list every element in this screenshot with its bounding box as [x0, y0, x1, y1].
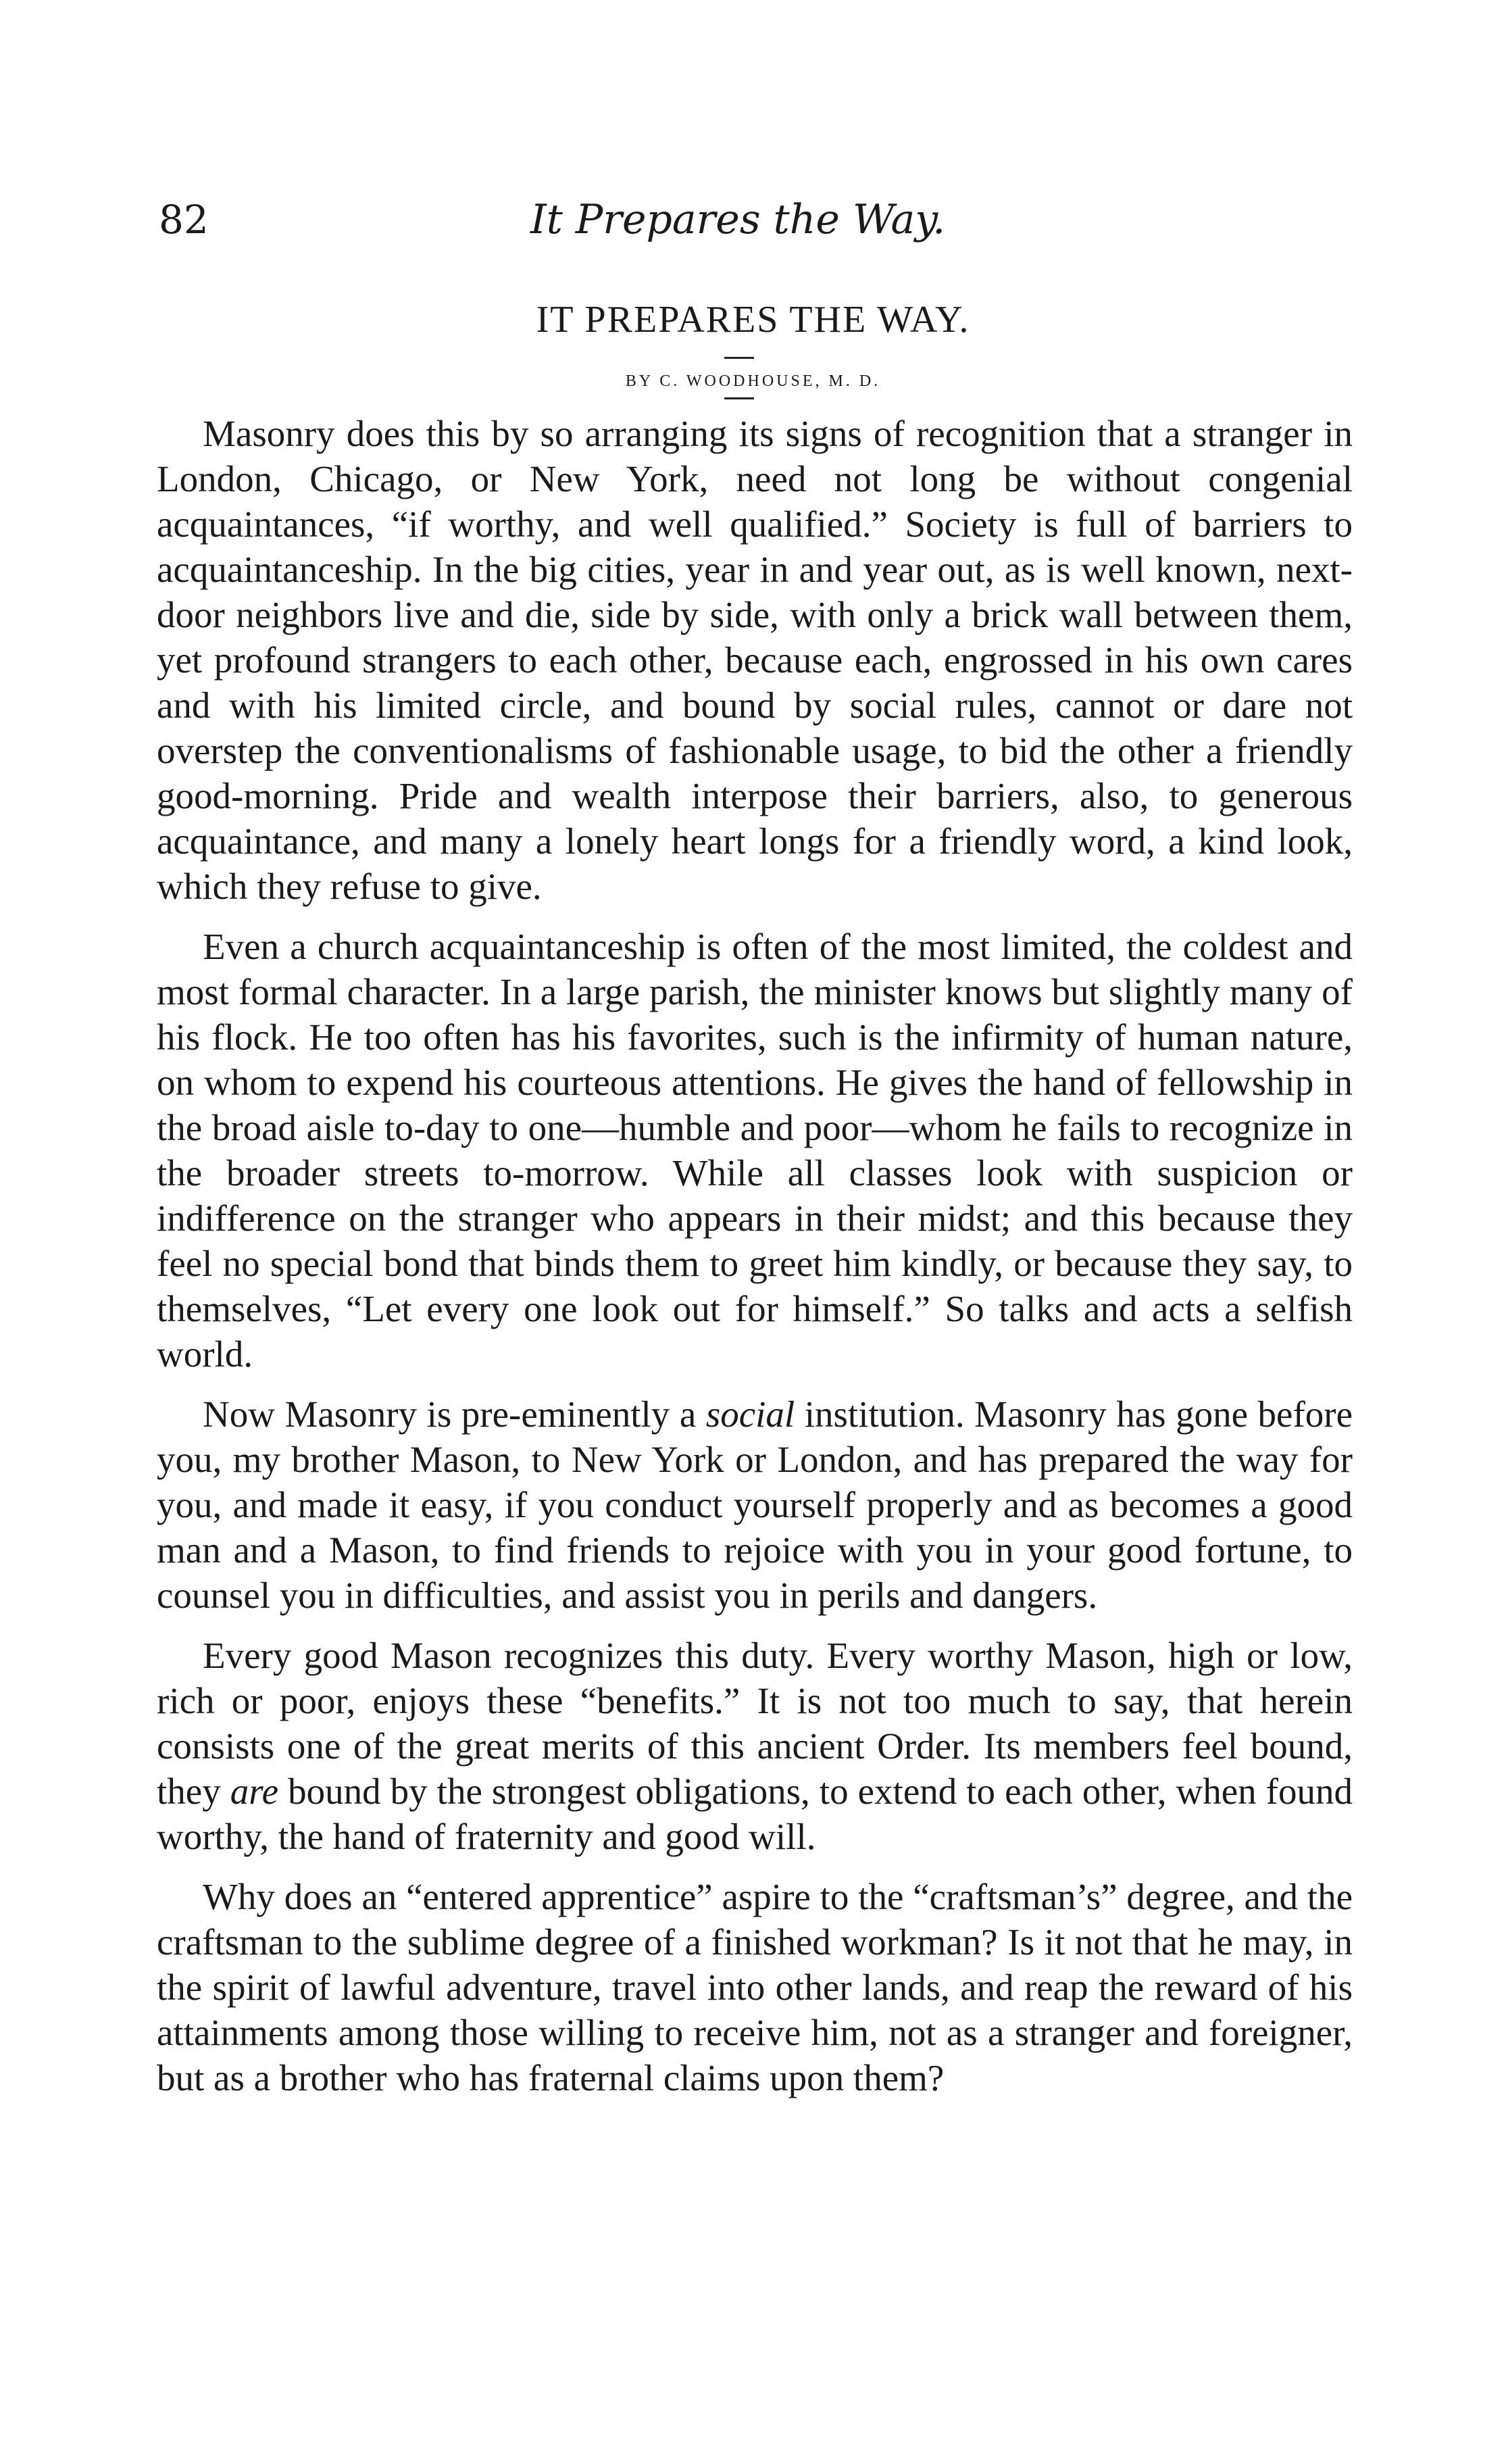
- paragraph-1: Masonry does this by so arranging its signs of recognition that a stranger in London, Chicago, or New York, need not long be without congenial acquaintances, “if worthy, and well qualified.” Society is full of barriers to acquaintanceship. In the big cities, year in and year out, as is well known, next-door neighbors live and die, side by side, with only a brick wall between them, yet profound strangers to each other, because each, engrossed in his own cares and with his limited circle, and bound by social rules, cannot or dare not overstep the conventionalisms of fashionable usage, to bid the other a friendly good-morning. Pride and wealth interpose their barriers, also, to generous acquaintance, and many a lonely heart longs for a friendly word, a kind look, which they refuse to give.: [157, 413, 1353, 907]
- byline-rule: [724, 397, 754, 399]
- paragraph-4-text-end: bound by the strongest obligations, to extend to each other, when found worthy, the hand of fraternity and good will.: [157, 1771, 1353, 1857]
- paragraph-3: [157, 1391, 1353, 1618]
- paragraph-2: Even a church acquaintanceship is often of the most limited, the coldest and most formal character. In a large parish, the minister knows but slightly many of his flock. He too often has his favorites, such is the infirmity of human nature, on whom to expend his courteous attentions. He gives the hand of fellowship in the broad aisle to-day to one—humble and poor—whom he fails to recognize in the broader streets to-morrow. While all classes look with suspicion or indifference on the stranger who appears in their midst; and this because they feel no special bond that binds them to greet him kindly, or because they say, to themselves, “Let every one look out for himself.” So talks and acts a selfish world.: [157, 926, 1353, 1375]
- article-title: IT PREPARES THE WAY.: [536, 299, 970, 341]
- page-number: 82: [159, 197, 209, 243]
- paragraph-4: [157, 1633, 1353, 1859]
- paragraph-5: Why does an “entered apprentice” aspire to the “craftsman’s” degree, and the craftsman to the sublime degree of a finished workman? Is it not that he may, in the spirit of lawful adventure, travel into other lands, and reap the reward of his attainments among those willing to receive him, not as a stranger and foreigner, but as a brother who has fraternal claims upon them?: [157, 1876, 1353, 2098]
- byline: BY C. WOODHOUSE, M. D.: [625, 372, 881, 390]
- paragraph-3-text-end: institution. Masonry has gone before you, my brother Mason, to New York or London, and has prepared the way for you, and made it easy, if you conduct yourself properly and as becomes a good man and a Mason, to find friends to rejoice with you in your good fortune, to counsel you in difficulties, and assist you in perils and dangers.: [157, 1394, 1353, 1616]
- paragraph-4-text-start: Every good Mason recognizes this duty. Every worthy Mason, high or low, rich or poor, enjoys these “benefits.” It is not too much to say, that herein consists one of the great merits of this ancient Order. Its members feel bound, they: [157, 1635, 1353, 1812]
- running-title: It Prepares the Way.: [530, 196, 946, 243]
- paragraph-3-emphasis: social: [705, 1394, 795, 1435]
- running-head: [159, 193, 1348, 253]
- paragraph-3-text-start: Now Masonry is pre-eminently a: [203, 1394, 706, 1435]
- article-body: [157, 411, 1353, 2115]
- paragraph-4-emphasis: are: [230, 1771, 279, 1812]
- title-rule: [724, 357, 754, 359]
